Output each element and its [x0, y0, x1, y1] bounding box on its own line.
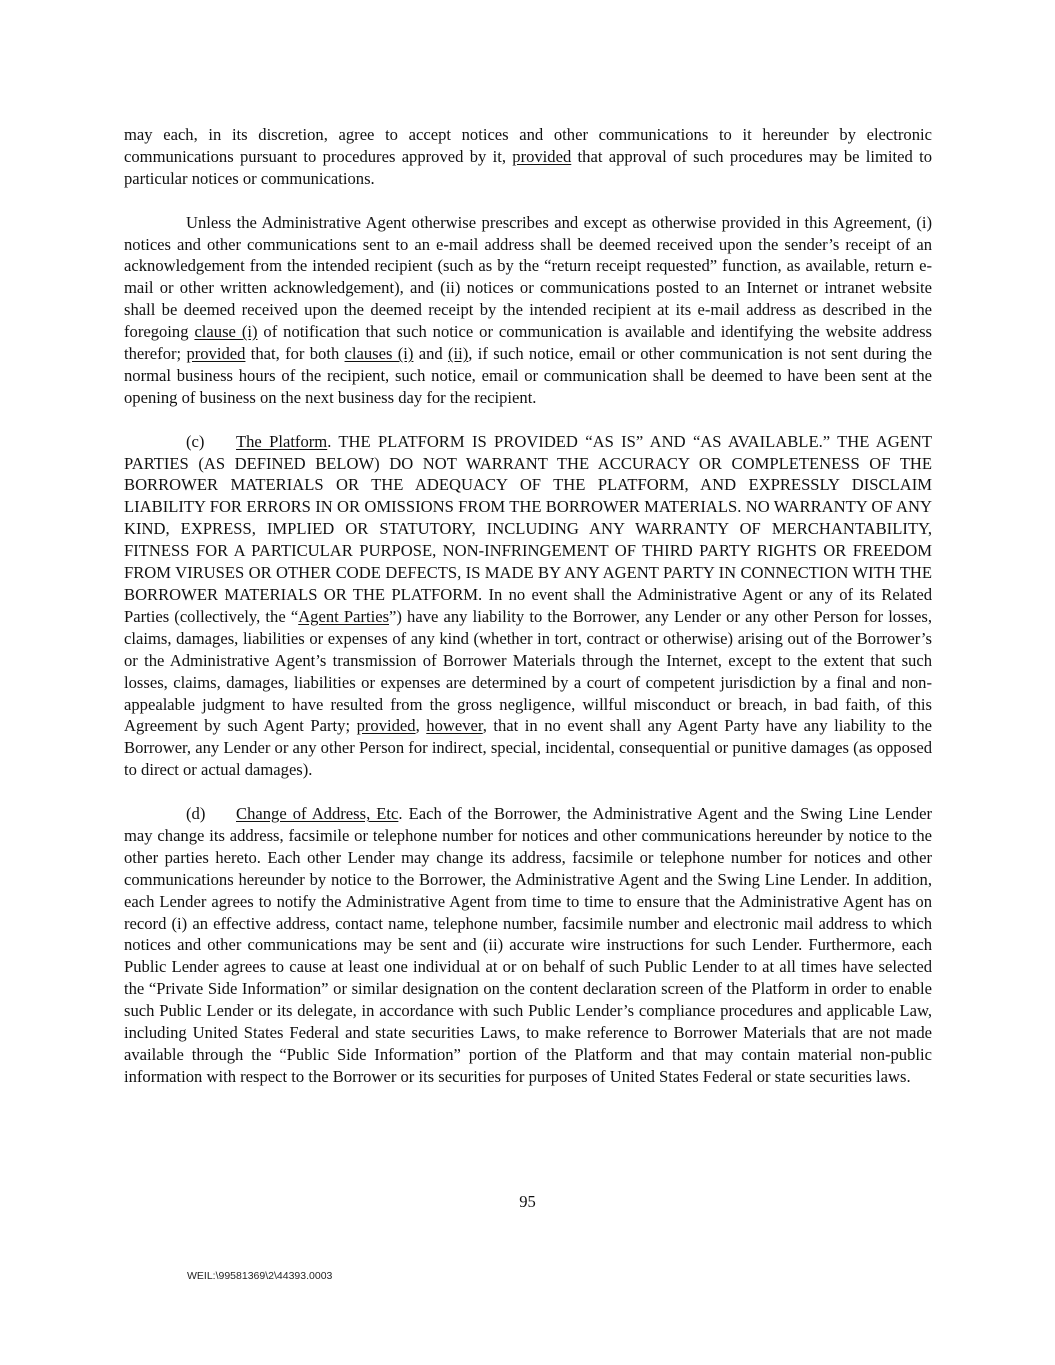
clause-ii-reference: (ii) [448, 344, 469, 364]
provided-term: provided [356, 716, 416, 736]
provided-term: provided [512, 146, 572, 166]
paragraph-1-text-b: that approval of such procedures may be limited to particular notices or communications. [124, 146, 932, 188]
paragraph-2-text-b: of notification that such notice or communication is available and identifying the website address therefor; [124, 322, 932, 364]
paragraph-continuation [124, 124, 932, 190]
paragraph-unless [124, 212, 932, 409]
section-c-label: (c) [186, 431, 205, 451]
however-term: however [426, 716, 483, 736]
provided-term: provided [186, 344, 246, 364]
page-number: 95 [519, 1192, 536, 1211]
section-d-text: . Each of the Borrower, the Administrative Agent and the Swing Line Lender may change its address, facsimile or telephone number for notices and other communications hereunder by notice to the other parties hereto. Each other Lender may change its address, facsimile or telephone number for notices and other communications hereunder by notice to the Borrower, the Administrative Agent and the Swing Line Lender. In addition, each Lender agrees to notify the Administrative Agent from time to time to ensure that the Administrative Agent has on record (i) an effective address, contact name, telephone number, facsimile number and electronic mail address to which notices and other communications may be sent and (ii) accurate wire instructions for such Lender. Furthermore, each Public Lender agrees to cause at least one individual at or on behalf of such Public Lender to at all times have selected the “Private Side Information” or similar designation on the content declaration screen of the Platform in order to enable such Public Lender or its delegate, in accordance with such Public Lender’s compliance procedures and applicable Law, including United States Federal and state securities Laws, to make reference to Borrower Materials that are not made available through the “Public Side Information” portion of the Platform and that may contain material non-public information with respect to the Borrower or its securities for purposes of United States Federal or state securities laws. [124, 804, 933, 1086]
paragraph-2-text-c: that, for both [245, 344, 345, 364]
paragraph-2-text-d: and [413, 344, 449, 364]
section-d-change-of-address [124, 803, 932, 1088]
section-c-platform [124, 431, 932, 782]
clauses-i-reference: clauses (i) [344, 344, 414, 364]
section-c-text-b: ”) have any liability to the Borrower, any Lender or any other Person for losses, claims, damages, liabilities or expenses of any kind (whether in tort, contract or otherwise) arising out of the Borrower’s or the Administrative Agent’s transmission of Borrower Materials through the Internet, except to the extent that such losses, claims, damages, liabilities or expenses are determined by a court of competent jurisdiction by a final and non-appealable judgment to have resulted from the gross negligence, willful misconduct or breach, in bad faith, of this Agreement by such Agent Party; [124, 606, 932, 736]
document-body [124, 124, 932, 1088]
section-d-heading: Change of Address, Etc [236, 804, 399, 824]
section-d-label: (d) [186, 804, 206, 824]
section-c-text-a: . THE PLATFORM IS PROVIDED “AS IS” AND “AS AVAILABLE.” THE AGENT PARTIES (AS DEFINED BELOW) DO NOT WARRANT THE ACCURACY OR COMPLETENESS OF THE BORROWER MATERIALS OR THE ADEQUACY OF THE PLATFORM, AND EXPRESSLY DISCLAIM LIABILITY FOR ERRORS IN OR OMISSIONS FROM THE BORROWER MATERIALS. NO WARRANTY OF ANY KIND, EXPRESS, IMPLIED OR STATUTORY, INCLUDING ANY WARRANTY OF MERCHANTABILITY, FITNESS FOR A PARTICULAR PURPOSE, NON-INFRINGEMENT OF THIRD PARTY RIGHTS OR FREEDOM FROM VIRUSES OR OTHER CODE DEFECTS, IS MADE BY ANY AGENT PARTY IN CONNECTION WITH THE BORROWER MATERIALS OR THE PLATFORM. In no event shall the Administrative Agent or any of its Related Parties (collectively, the “ [124, 431, 932, 626]
paragraph-2-text-e: , if such notice, email or other communication is not sent during the normal business hours of the recipient, such notice, email or communication shall be deemed to have been sent at the opening of business on the next business day for the recipient. [124, 344, 932, 407]
document-id-footer: WEIL:\99581369\2\44393.0003 [187, 1270, 333, 1282]
clause-i-reference: clause (i) [194, 322, 258, 342]
section-c-text-c: , that in no event shall any Agent Party have any liability to the Borrower, any Lender or any other Person for indirect, special, incidental, consequential or punitive damages (as opposed to direct or actual damages). [124, 716, 932, 780]
paragraph-2-text-a: Unless the Administrative Agent otherwise prescribes and except as otherwise provided in this Agreement, (i) notices and other communications sent to an e-mail address shall be deemed received upon the sender’s receipt of an acknowledgement from the intended recipient (such as by the “return receipt requested” function, as available, return e-mail or other written acknowledgement), and (ii) notices or communications posted to an Internet or intranet website shall be deemed received upon the deemed receipt by the intended recipient at its e-mail address as described in the foregoing [124, 212, 932, 342]
section-c-heading: The Platform [236, 431, 328, 451]
paragraph-1-text-a: may each, in its discretion, agree to accept notices and other communications to it hereunder by electronic communications pursuant to procedures approved by it, [124, 125, 932, 166]
section-c-comma: , [415, 716, 427, 736]
agent-parties-term: Agent Parties [298, 606, 390, 626]
